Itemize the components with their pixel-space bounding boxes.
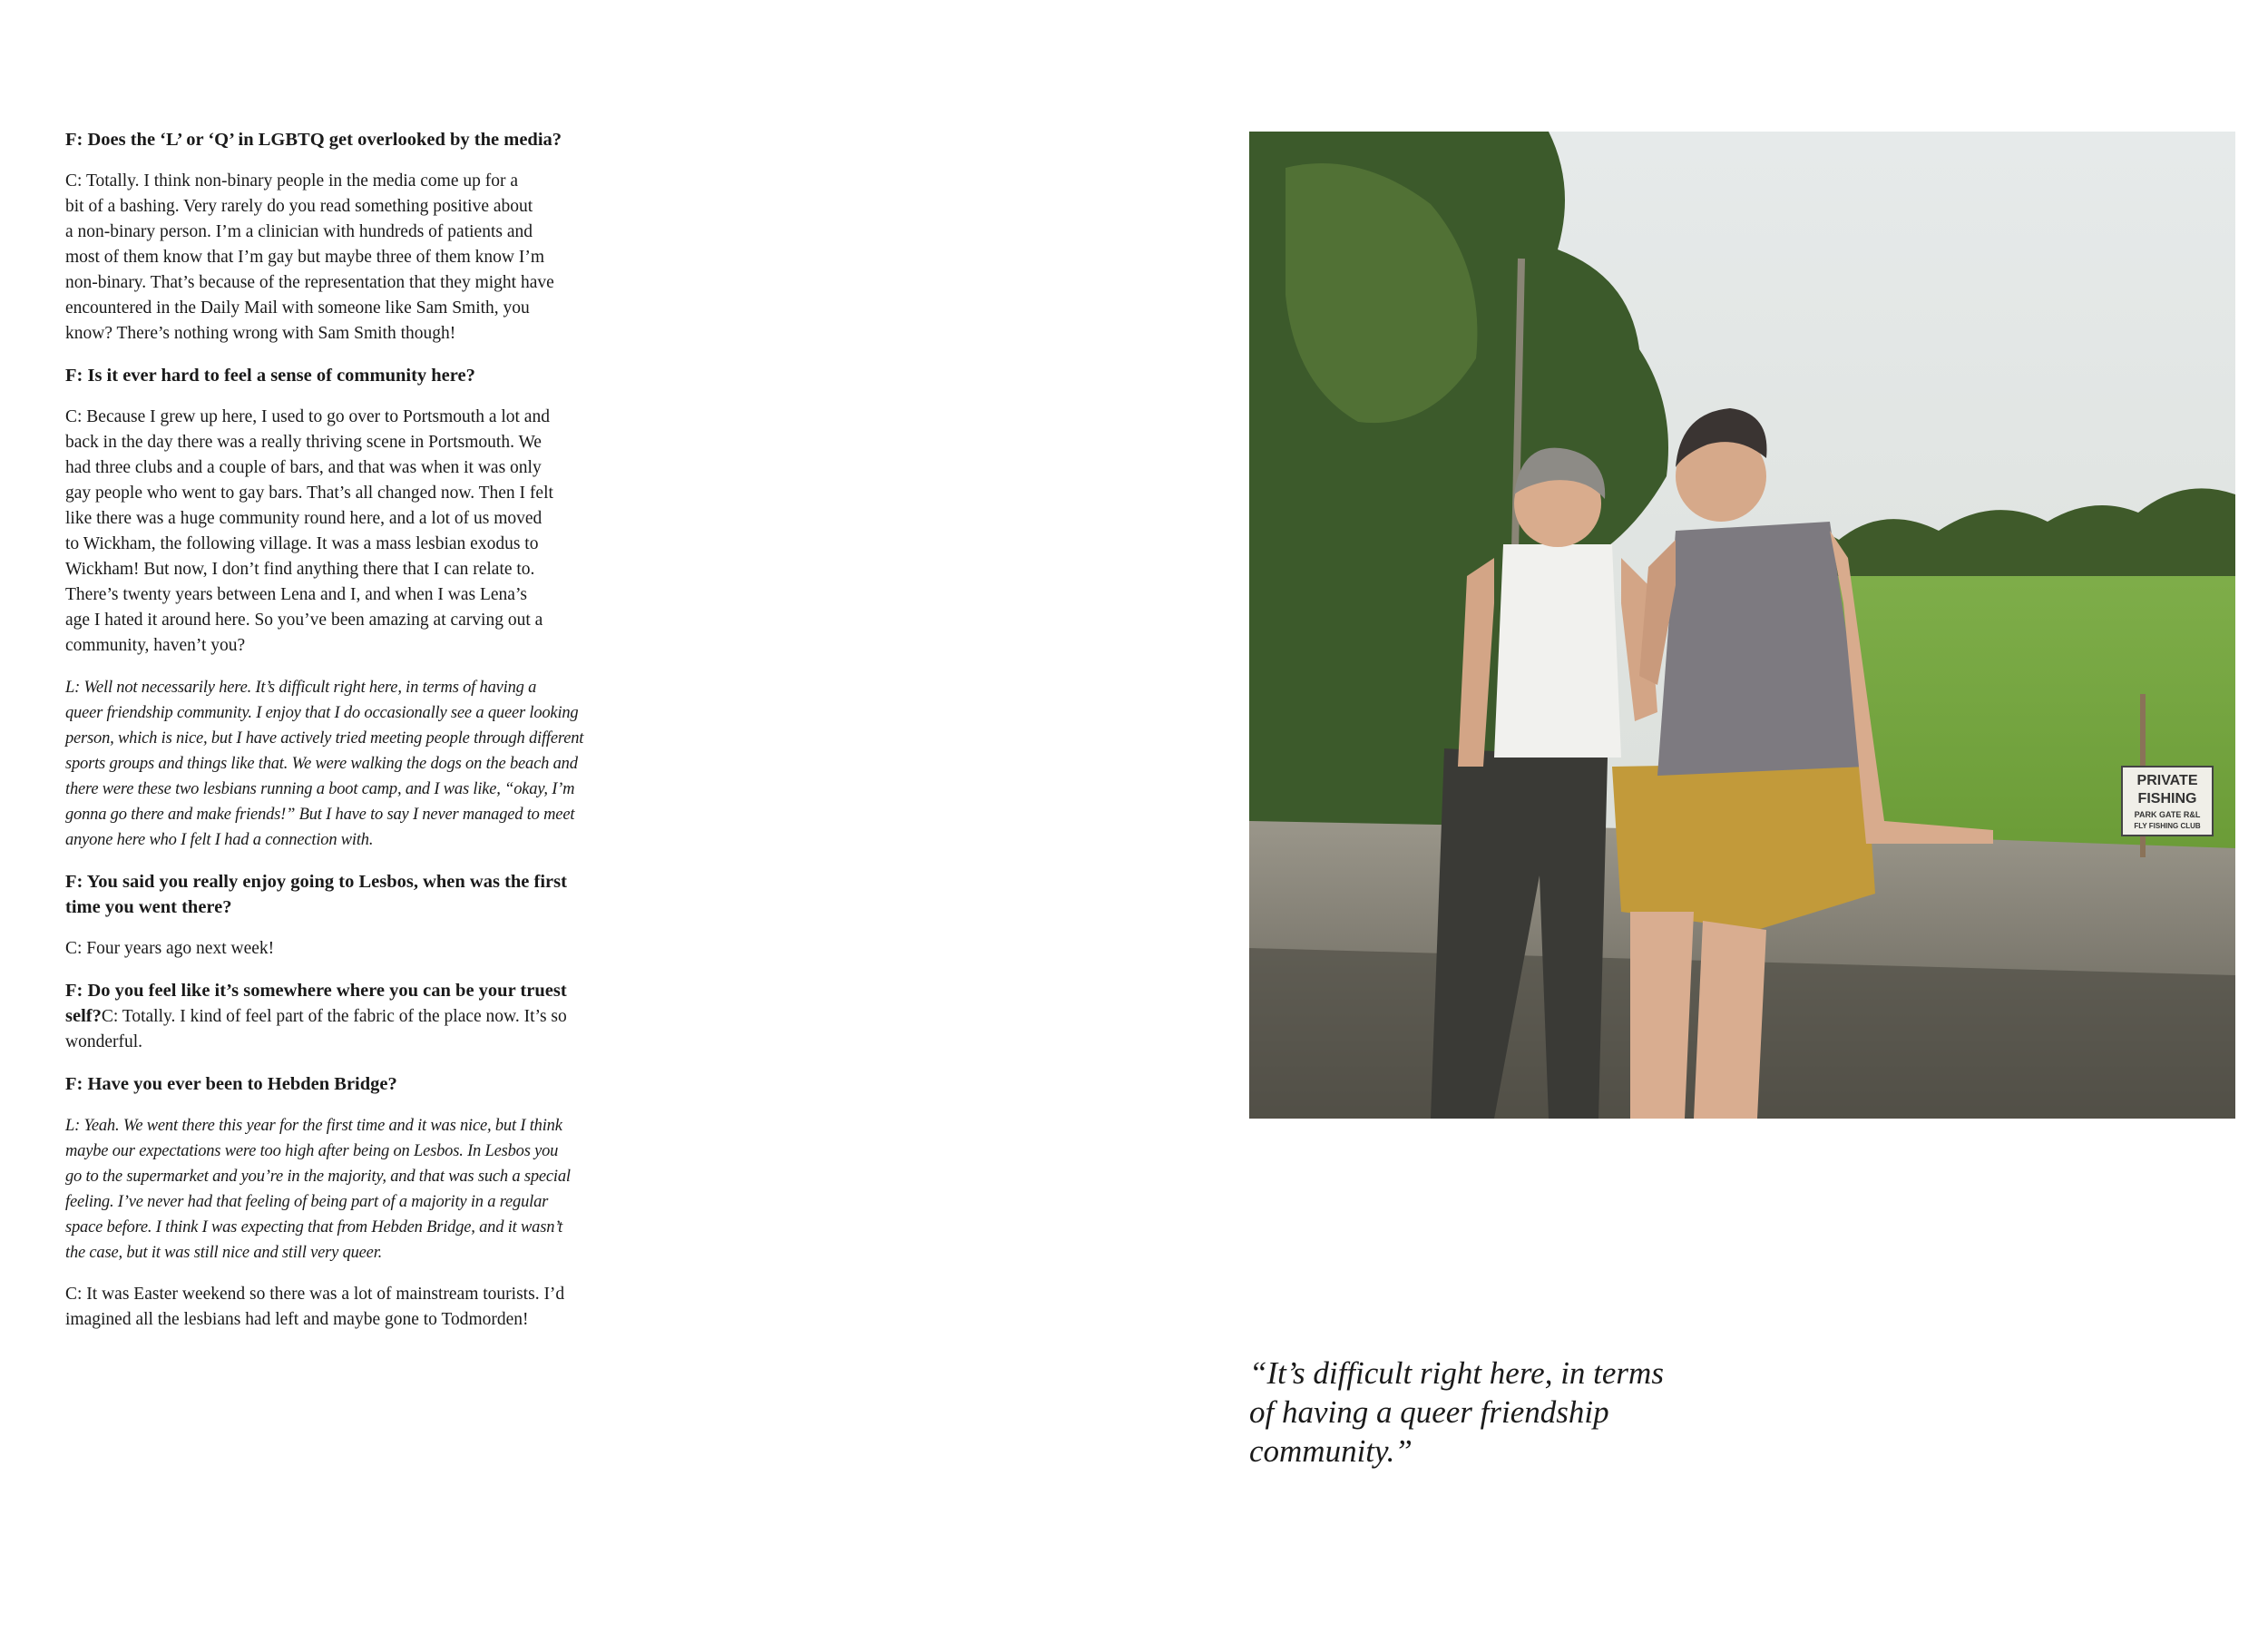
- text-line: time you went there?: [65, 897, 232, 917]
- answer-truest-self: C: Totally. I kind of feel part of the fabric of the place now. It’s so: [101, 1007, 567, 1026]
- text-line: the case, but it was still nice and still very queer.: [65, 1244, 383, 1262]
- question-truest-self: F: Do you feel like it’s somewhere where you can be your truest: [65, 981, 567, 1001]
- answer-lesbos: C: Four years ago next week!: [65, 939, 275, 958]
- text-line: anyone here who I felt I had a connection with.: [65, 831, 374, 849]
- question-hebden-bridge: F: Have you ever been to Hebden Bridge?: [65, 1074, 397, 1094]
- text-line: community, haven’t you?: [65, 636, 246, 655]
- text-line: space before. I think I was expecting that from Hebden Bridge, and it wasn’t: [65, 1218, 563, 1237]
- text-line: know? There’s nothing wrong with Sam Smith though!: [65, 324, 456, 343]
- text-line: like there was a huge community round here, and a lot of us moved: [65, 509, 543, 528]
- portrait-photo: [1249, 132, 2235, 1119]
- question-lesbos: [65, 869, 628, 920]
- text-line: age I hated it around here. So you’ve been amazing at carving out a: [65, 611, 543, 630]
- question-answer-truest-self: [65, 978, 628, 1055]
- text-line: L: Well not necessarily here. It’s difficult right here, in terms of having a: [65, 679, 537, 697]
- answer-lena-community: [65, 675, 628, 853]
- answer-hebden: [65, 1282, 628, 1333]
- text-line: gay people who went to gay bars. That’s all changed now. Then I felt: [65, 484, 553, 503]
- sign-text-line: FLY FISHING CLUB: [2134, 822, 2201, 830]
- answer-community: [65, 405, 628, 659]
- text-line: go to the supermarket and you’re in the majority, and that was such a special: [65, 1168, 571, 1186]
- sign-text-line: PARK GATE R&L: [2134, 810, 2201, 819]
- answer-lena-hebden: [65, 1113, 628, 1266]
- answer-media: [65, 169, 628, 347]
- text-line: person, which is nice, but I have actively tried meeting people through different: [65, 729, 584, 748]
- text-line: L: Yeah. We went there this year for the first time and it was nice, but I think: [65, 1117, 562, 1135]
- text-line: C: Totally. I think non-binary people in the media come up for a: [65, 171, 519, 191]
- text-line: wonderful.: [65, 1032, 143, 1051]
- question-truest-self-end: self?: [65, 1006, 102, 1026]
- person-right-shorts: [1612, 762, 1875, 930]
- text-line: there were these two lesbians running a boot camp, and I was like, “okay, I’m: [65, 780, 575, 798]
- text-line: imagined all the lesbians had left and maybe gone to Todmorden!: [65, 1310, 529, 1329]
- text-line: feeling. I’ve never had that feeling of being part of a majority in a regular: [65, 1193, 549, 1211]
- pull-quote-line: “It’s difficult right here, in terms: [1249, 1355, 1664, 1391]
- text-line: encountered in the Daily Mail with someone like Sam Smith, you: [65, 298, 530, 318]
- text-line: maybe our expectations were too high after being on Lesbos. In Lesbos you: [65, 1142, 559, 1160]
- text-line: F: You said you really enjoy going to Lesbos, when was the first: [65, 872, 567, 892]
- person-left-shirt: [1494, 544, 1621, 758]
- text-line: to Wickham, the following village. It was a mass lesbian exodus to: [65, 534, 539, 553]
- text-line: back in the day there was a really thriving scene in Portsmouth. We: [65, 433, 542, 452]
- text-line: most of them know that I’m gay but maybe three of them know I’m: [65, 248, 545, 267]
- text-line: had three clubs and a couple of bars, and that was when it was only: [65, 458, 542, 477]
- text-line: Wickham! But now, I don’t find anything there that I can relate to.: [65, 560, 535, 579]
- question-community: F: Is it ever hard to feel a sense of community here?: [65, 366, 475, 386]
- text-line: bit of a bashing. Very rarely do you read something positive about: [65, 197, 533, 216]
- pull-quote-line: of having a queer friendship: [1249, 1394, 1609, 1430]
- text-line: gonna go there and make friends!” But I have to say I never managed to meet: [65, 806, 575, 824]
- person-right-vest: [1657, 522, 1866, 776]
- text-line: a non-binary person. I’m a clinician with hundreds of patients and: [65, 222, 533, 241]
- sign-text-line: PRIVATE: [2136, 773, 2198, 788]
- text-line: There’s twenty years between Lena and I, and when I was Lena’s: [65, 585, 527, 604]
- text-line: queer friendship community. I enjoy that I do occasionally see a queer looking: [65, 704, 579, 722]
- text-line: non-binary. That’s because of the representation that they might have: [65, 273, 554, 292]
- interview-text-column: [65, 127, 628, 1349]
- question-media: F: Does the ‘L’ or ‘Q’ in LGBTQ get overlooked by the media?: [65, 130, 562, 150]
- sign-text-line: FISHING: [2137, 791, 2197, 806]
- pull-quote-line: community.”: [1249, 1433, 1413, 1469]
- text-line: C: Because I grew up here, I used to go over to Portsmouth a lot and: [65, 407, 550, 426]
- text-line: [65, 1003, 628, 1030]
- pull-quote: [1249, 1354, 1721, 1471]
- text-line: C: It was Easter weekend so there was a lot of mainstream tourists. I’d: [65, 1285, 565, 1304]
- text-line: sports groups and things like that. We were walking the dogs on the beach and: [65, 755, 578, 773]
